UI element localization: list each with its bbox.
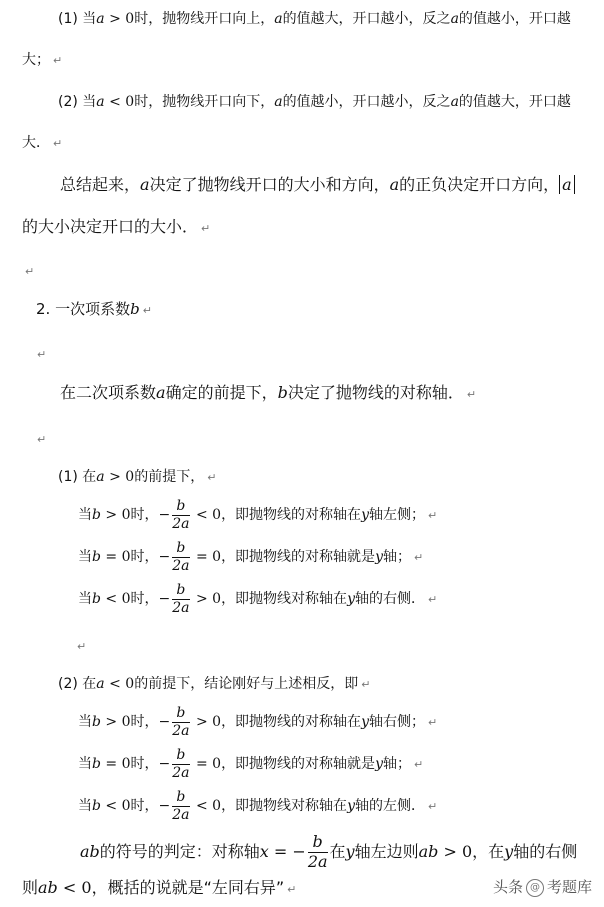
paragraph-mark-icon: ↵	[427, 800, 438, 814]
case-line: 当b < 0时，− $\frac{b}{2a}$ > 0，即抛物线对称轴在y轴的右侧． ↵	[78, 582, 438, 616]
fraction-b-over-2a: $\frac{b}{2a}$	[172, 540, 190, 574]
empty-paragraph	[22, 262, 34, 278]
empty-paragraph	[34, 345, 46, 361]
paragraph-mark-icon: ↵	[427, 593, 438, 607]
paragraph-mark-icon: ↵	[466, 388, 477, 401]
fraction-b-over-2a: $\frac{b}{2a}$	[172, 789, 190, 823]
ab-sign-rule-2: 则ab < 0，概括的说就是“左同右异” ↵	[22, 878, 297, 897]
case-line: 当b < 0时，− $\frac{b}{2a}$ < 0，即抛物线对称轴在y轴的左侧． ↵	[78, 789, 438, 823]
paragraph-mark-icon: ↵	[207, 471, 217, 484]
paragraph-mark-icon: ↵	[287, 883, 297, 896]
paragraph-mark-icon: ↵	[25, 265, 35, 278]
line-a-negative: (2) 当a < 0时，抛物线开口向下，a的值越小，开口越小，反之a的值越大，开口越	[58, 94, 571, 110]
at-icon: @	[526, 879, 544, 897]
intro-line: 在二次项系数a确定的前提下，b决定了抛物线的对称轴． ↵	[60, 383, 477, 402]
case-line: 当b = 0时，− $\frac{b}{2a}$ = 0，即抛物线的对称轴就是y轴； ↵	[78, 747, 424, 781]
fraction-b-over-2a: $\frac{b}{2a}$	[172, 498, 190, 532]
line-continuation: 大； ↵	[22, 52, 63, 68]
section-heading: 2. 一次项系数b ↵	[36, 300, 152, 318]
paragraph-mark-icon: ↵	[53, 137, 63, 150]
fraction-b-over-2a: $\frac{b}{2a}$	[172, 582, 190, 616]
case-line: 当b > 0时，− $\frac{b}{2a}$ < 0，即抛物线的对称轴在y轴左侧； ↵	[78, 498, 438, 532]
ab-sign-rule: ab的符号的判定：对称轴x = − $\frac{b}{2a}$ 在y轴左边则ab > 0，在y轴的右侧	[80, 832, 578, 871]
case-line: 当b = 0时，− $\frac{b}{2a}$ = 0，即抛物线的对称轴就是y轴； ↵	[78, 540, 424, 574]
empty-paragraph	[34, 430, 46, 446]
paragraph-mark-icon: ↵	[413, 551, 424, 565]
paragraph-mark-icon: ↵	[201, 222, 211, 235]
case-heading: (2) 在a < 0的前提下，结论刚好与上述相反，即 ↵	[58, 676, 371, 692]
summary-line-2: 的大小决定开口的大小． ↵	[22, 217, 211, 236]
fraction-b-over-2a: $\frac{b}{2a}$	[172, 747, 190, 781]
fraction-b-over-2a: $\frac{b}{2a}$	[172, 705, 190, 739]
paragraph-mark-icon: ↵	[77, 640, 87, 653]
paragraph-mark-icon: ↵	[427, 716, 438, 730]
paragraph-mark-icon: ↵	[53, 54, 63, 67]
summary-line: 总结起来，a决定了抛物线开口的大小和方向，a的正负决定开口方向， a	[60, 177, 575, 193]
paragraph-mark-icon: ↵	[37, 348, 47, 361]
case-line: 当b > 0时，− $\frac{b}{2a}$ > 0，即抛物线的对称轴在y轴右侧； ↵	[78, 705, 438, 739]
empty-paragraph	[74, 637, 86, 653]
paragraph-mark-icon: ↵	[37, 433, 47, 446]
line-continuation: 大． ↵	[22, 135, 63, 151]
watermark: 头条 @ 考题库	[492, 878, 592, 896]
paragraph-mark-icon: ↵	[427, 509, 438, 523]
case-heading: (1) 在a > 0的前提下， ↵	[58, 469, 217, 485]
paragraph-mark-icon: ↵	[142, 304, 152, 317]
paragraph-mark-icon: ↵	[413, 758, 424, 772]
line-a-positive: (1) 当a > 0时，抛物线开口向上，a的值越大，开口越小，反之a的值越小，开口越	[58, 11, 571, 27]
paragraph-mark-icon: ↵	[361, 678, 371, 691]
fraction-b-over-2a: $\frac{b}{2a}$	[307, 832, 328, 871]
